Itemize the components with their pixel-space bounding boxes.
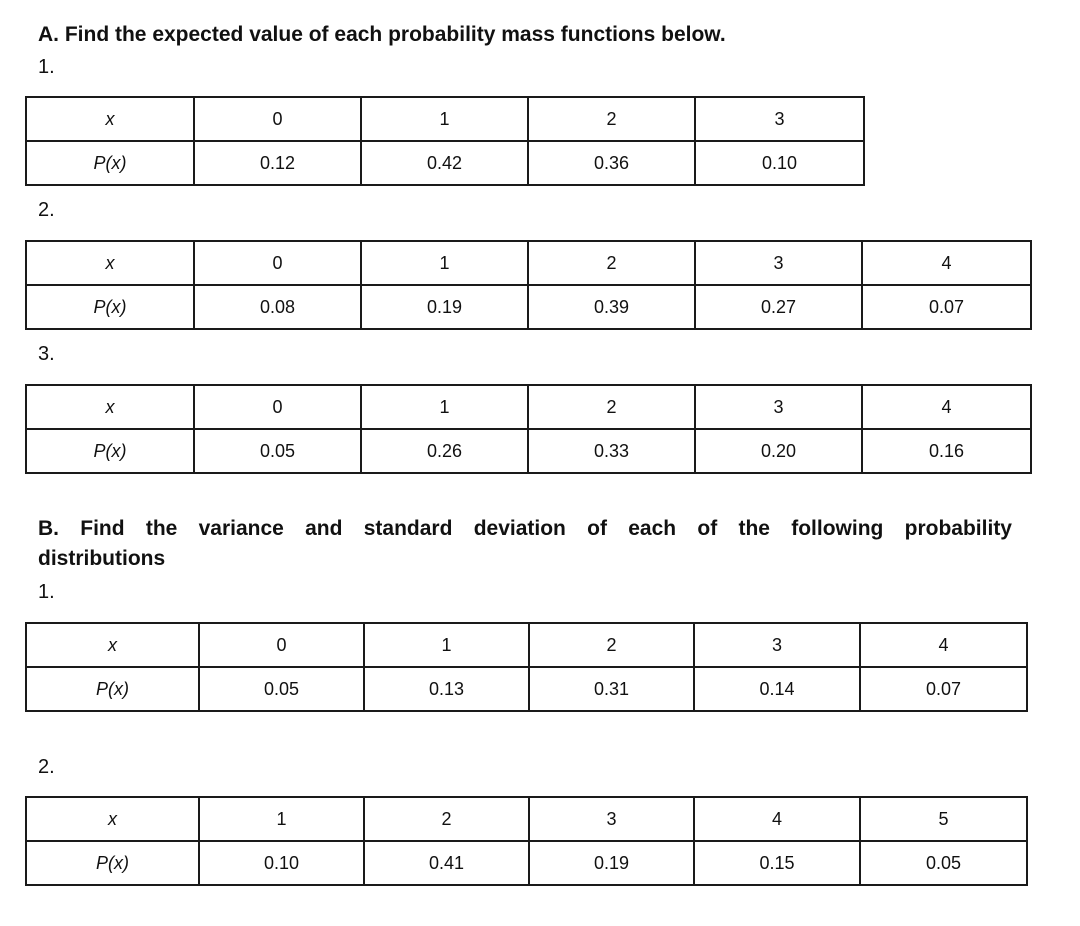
x-value: 2 (529, 623, 694, 667)
x-label: x (26, 623, 199, 667)
p-value: 0.14 (694, 667, 860, 711)
x-row (26, 385, 1031, 429)
x-value: 1 (361, 97, 528, 141)
p-value: 0.05 (199, 667, 364, 711)
section-a-title: A. Find the expected value of each probability mass functions below. (38, 23, 726, 46)
p-value: 0.31 (529, 667, 694, 711)
p-value: 0.42 (361, 141, 528, 185)
p-value: 0.13 (364, 667, 529, 711)
p-value: 0.19 (361, 285, 528, 329)
p-value: 0.33 (528, 429, 695, 473)
x-value: 2 (528, 385, 695, 429)
x-value: 3 (695, 241, 862, 285)
p-value: 0.07 (860, 667, 1027, 711)
p-value: 0.07 (862, 285, 1031, 329)
p-row (26, 285, 1031, 329)
p-value: 0.10 (695, 141, 864, 185)
x-value: 4 (694, 797, 860, 841)
p-value: 0.12 (194, 141, 361, 185)
x-row (26, 241, 1031, 285)
p-value: 0.10 (199, 841, 364, 885)
x-value: 1 (199, 797, 364, 841)
problem-number: 1. (38, 56, 55, 78)
x-row (26, 623, 1027, 667)
p-value: 0.26 (361, 429, 528, 473)
x-value: 3 (694, 623, 860, 667)
x-value: 3 (695, 97, 864, 141)
p-label: P(x) (26, 429, 194, 473)
x-value: 0 (194, 385, 361, 429)
p-label: P(x) (26, 141, 194, 185)
x-value: 1 (364, 623, 529, 667)
p-value: 0.27 (695, 285, 862, 329)
p-value: 0.19 (529, 841, 694, 885)
x-value: 0 (194, 241, 361, 285)
problem-number: 1. (38, 581, 55, 603)
p-label: P(x) (26, 841, 199, 885)
p-value: 0.05 (860, 841, 1027, 885)
p-row (26, 841, 1027, 885)
x-value: 2 (528, 97, 695, 141)
p-row (26, 667, 1027, 711)
x-value: 1 (361, 241, 528, 285)
p-value: 0.08 (194, 285, 361, 329)
x-value: 4 (862, 241, 1031, 285)
problem-number: 3. (38, 343, 55, 365)
p-row (26, 141, 864, 185)
section-b-title-line1: B. Find the variance and standard deviation of each of the following probability (38, 517, 1012, 540)
p-value: 0.15 (694, 841, 860, 885)
p-value: 0.39 (528, 285, 695, 329)
pmf-table-a3 (25, 384, 1032, 474)
pmf-table-b2 (25, 796, 1028, 886)
x-label: x (26, 797, 199, 841)
p-value: 0.20 (695, 429, 862, 473)
pmf-table-a2 (25, 240, 1032, 330)
problem-number: 2. (38, 199, 55, 221)
x-label: x (26, 97, 194, 141)
pmf-table-b1 (25, 622, 1028, 712)
x-value: 2 (364, 797, 529, 841)
p-value: 0.16 (862, 429, 1031, 473)
x-value: 4 (862, 385, 1031, 429)
pmf-table-a1 (25, 96, 865, 186)
p-value: 0.05 (194, 429, 361, 473)
p-row (26, 429, 1031, 473)
x-row (26, 97, 864, 141)
p-label: P(x) (26, 285, 194, 329)
x-label: x (26, 385, 194, 429)
x-value: 3 (695, 385, 862, 429)
x-value: 3 (529, 797, 694, 841)
section-b-title-line2: distributions (38, 547, 166, 570)
x-value: 5 (860, 797, 1027, 841)
x-value: 2 (528, 241, 695, 285)
problem-number: 2. (38, 756, 55, 778)
x-label: x (26, 241, 194, 285)
x-value: 1 (361, 385, 528, 429)
p-value: 0.41 (364, 841, 529, 885)
x-value: 4 (860, 623, 1027, 667)
p-label: P(x) (26, 667, 199, 711)
p-value: 0.36 (528, 141, 695, 185)
x-value: 0 (194, 97, 361, 141)
x-value: 0 (199, 623, 364, 667)
x-row (26, 797, 1027, 841)
